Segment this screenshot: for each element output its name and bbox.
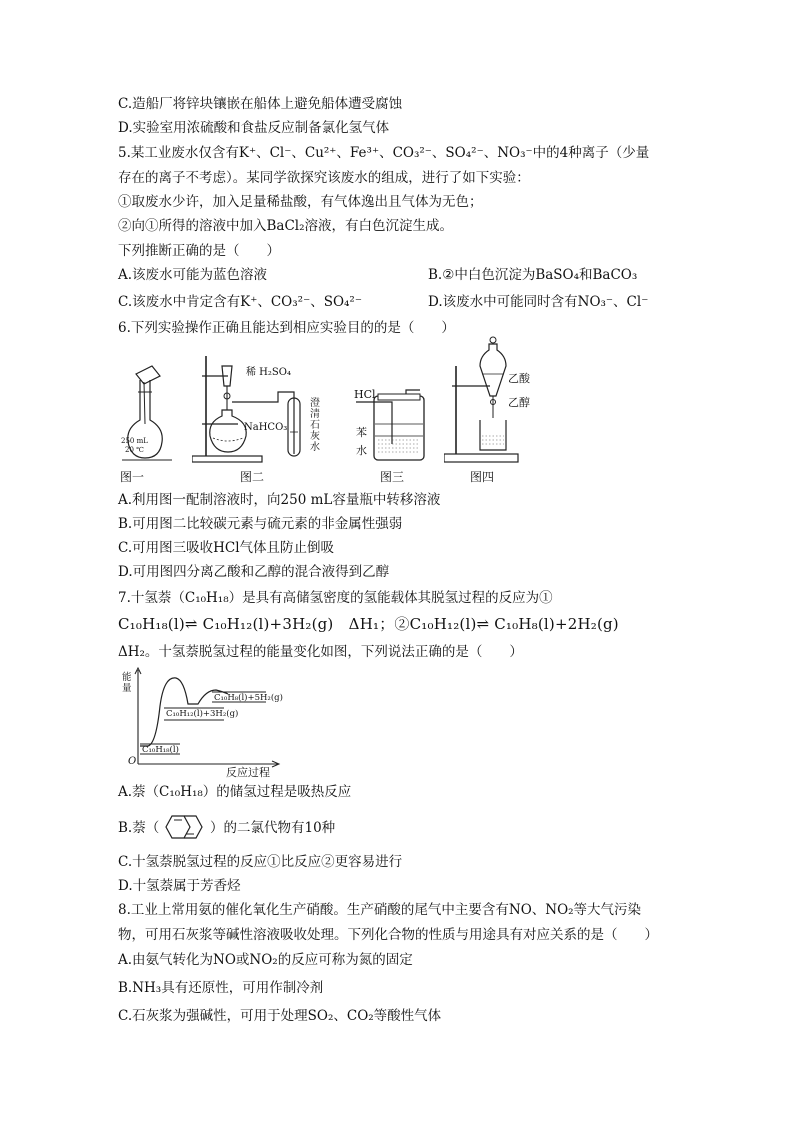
energy-level-end: C₁₀H₈(l)+5H₂(g) <box>214 693 283 703</box>
question-7-option-d: D.十氢萘属于芳香烃 <box>118 878 241 894</box>
question-8-option-b: B.NH₃具有还原性，可用作制冷剂 <box>118 980 324 996</box>
option-line: C.造船厂将锌块镶嵌在船体上避免船体遭受腐蚀 <box>118 96 403 112</box>
figure-2-nahco3-label: NaHCO₃ <box>244 422 288 433</box>
naphthalene-structure <box>162 812 208 842</box>
question-5-option-c: C.该废水中肯定含有K⁺、CO₃²⁻、SO₄²⁻ <box>118 294 362 310</box>
question-7-stem: ΔH₂。十氢萘脱氢过程的能量变化如图，下列说法正确的是（ ） <box>118 644 523 660</box>
question-8-option-c: C.石灰浆为强碱性，可用于处理SO₂、CO₂等酸性气体 <box>118 1008 442 1024</box>
energy-diagram-ylabel-char: 能 <box>122 672 132 683</box>
option-line: D.实验室用浓硫酸和食盐反应制备氯化氢气体 <box>118 120 390 136</box>
figure-2-limewater-char: 灰 <box>310 431 320 442</box>
figure-4-caption: 图四 <box>470 470 495 484</box>
figure-2-limewater-label <box>310 398 322 453</box>
figure-1-flask-label: 250 mL <box>121 437 148 445</box>
question-8-stem: 8.工业上常用氨的催化氧化生产硝酸。生产硝酸的尾气中主要含有NO、NO₂等大气污染 <box>118 902 642 918</box>
figure-3-water-label: 水 <box>356 444 367 457</box>
question-8-stem: 物，可用石灰浆等碱性溶液吸收处理。下列化合物的性质与用途具有对应关系的是（ ） <box>118 927 658 943</box>
figure-3-hcl-label: HCl <box>354 388 376 401</box>
figure-2-limewater-char: 石 <box>310 420 320 431</box>
question-5-option-a: A.该废水可能为蓝色溶液 <box>118 267 268 283</box>
figure-3-caption: 图三 <box>380 470 405 484</box>
question-7-stem: 7.十氢萘（C₁₀H₁₈）是具有高储氢密度的氢能载体其脱氢过程的反应为① <box>118 590 553 606</box>
figure-2-limewater-char: 清 <box>310 409 320 420</box>
figure-2-limewater-char: 澄 <box>310 398 320 409</box>
question-6-option-a: A.利用图一配制溶液时，向250 mL容量瓶中转移溶液 <box>118 492 441 508</box>
figure-2-acid-label: 稀 H₂SO₄ <box>246 367 291 378</box>
question-8-option-a: A.由氨气转化为NO或NO₂的反应可称为氮的固定 <box>118 952 413 968</box>
question-6-stem: 6.下列实验操作正确且能达到相应实验目的的是（ ） <box>118 320 455 336</box>
figure-4-acetic-label: 乙酸 <box>508 372 530 385</box>
question-7-option-b-prefix: B.萘（ <box>118 820 160 836</box>
figure-2-caption: 图二 <box>240 470 265 484</box>
question-5-option-b: B.②中白色沉淀为BaSO₄和BaCO₃ <box>428 267 638 283</box>
question-5-stem: 5.某工业废水仅含有K⁺、Cl⁻、Cu²⁺、Fe³⁺、CO₃²⁻、SO₄²⁻、NO₃⁻中的4种离子（少量 <box>118 145 650 161</box>
energy-level-mid: C₁₀H₁₂(l)+3H₂(g) <box>166 709 239 719</box>
energy-diagram-xlabel: 反应过程 <box>226 766 270 779</box>
energy-diagram-ylabel <box>122 672 132 694</box>
question-7-option-a: A.萘（C₁₀H₁₈）的储氢过程是吸热反应 <box>118 784 352 800</box>
question-6-option-d: D.可用图四分离乙酸和乙醇的混合液得到乙醇 <box>118 564 390 580</box>
figure-4-ethanol-label: 乙醇 <box>508 396 530 409</box>
energy-diagram-origin: O <box>128 756 137 767</box>
question-5-prompt: 下列推断正确的是（ ） <box>118 243 280 259</box>
energy-diagram-ylabel-char: 量 <box>122 683 132 694</box>
question-5-option-d: D.该废水中可能同时含有NO₃⁻、Cl⁻ <box>428 294 649 310</box>
question-6-option-b: B.可用图二比较碳元素与硫元素的非金属性强弱 <box>118 516 403 532</box>
question-6-option-c: C.可用图三吸收HCl气体且防止倒吸 <box>118 540 335 556</box>
figure-1-caption: 图一 <box>120 470 145 484</box>
question-5-step2: ②向①所得的溶液中加入BaCl₂溶液，有白色沉淀生成。 <box>118 218 454 234</box>
energy-diagram <box>116 666 286 776</box>
figure-2-limewater-char: 水 <box>310 442 320 453</box>
figure-3-benzene-label: 苯 <box>356 426 367 439</box>
energy-level-start: C₁₀H₁₈(l) <box>142 745 179 755</box>
question-5-stem: 存在的离子不考虑）。某同学欲探究该废水的组成，进行了如下实验： <box>118 170 530 186</box>
figure-1-flask-temp: 20 ℃ <box>125 446 144 454</box>
question-7-equation: C₁₀H₁₈(l)⇌ C₁₀H₁₂(l)+3H₂(g) ΔH₁；②C₁₀H₁₂(l)⇌ C₁₀H₈(l)+2H₂(g) <box>118 615 619 633</box>
question-5-step1: ①取废水少许，加入足量稀盐酸，有气体逸出且气体为无色； <box>118 194 483 210</box>
question-7-option-c: C.十氢萘脱氢过程的反应①比反应②更容易进行 <box>118 854 403 870</box>
question-7-option-b-suffix: ）的二氯代物有10种 <box>210 820 336 836</box>
